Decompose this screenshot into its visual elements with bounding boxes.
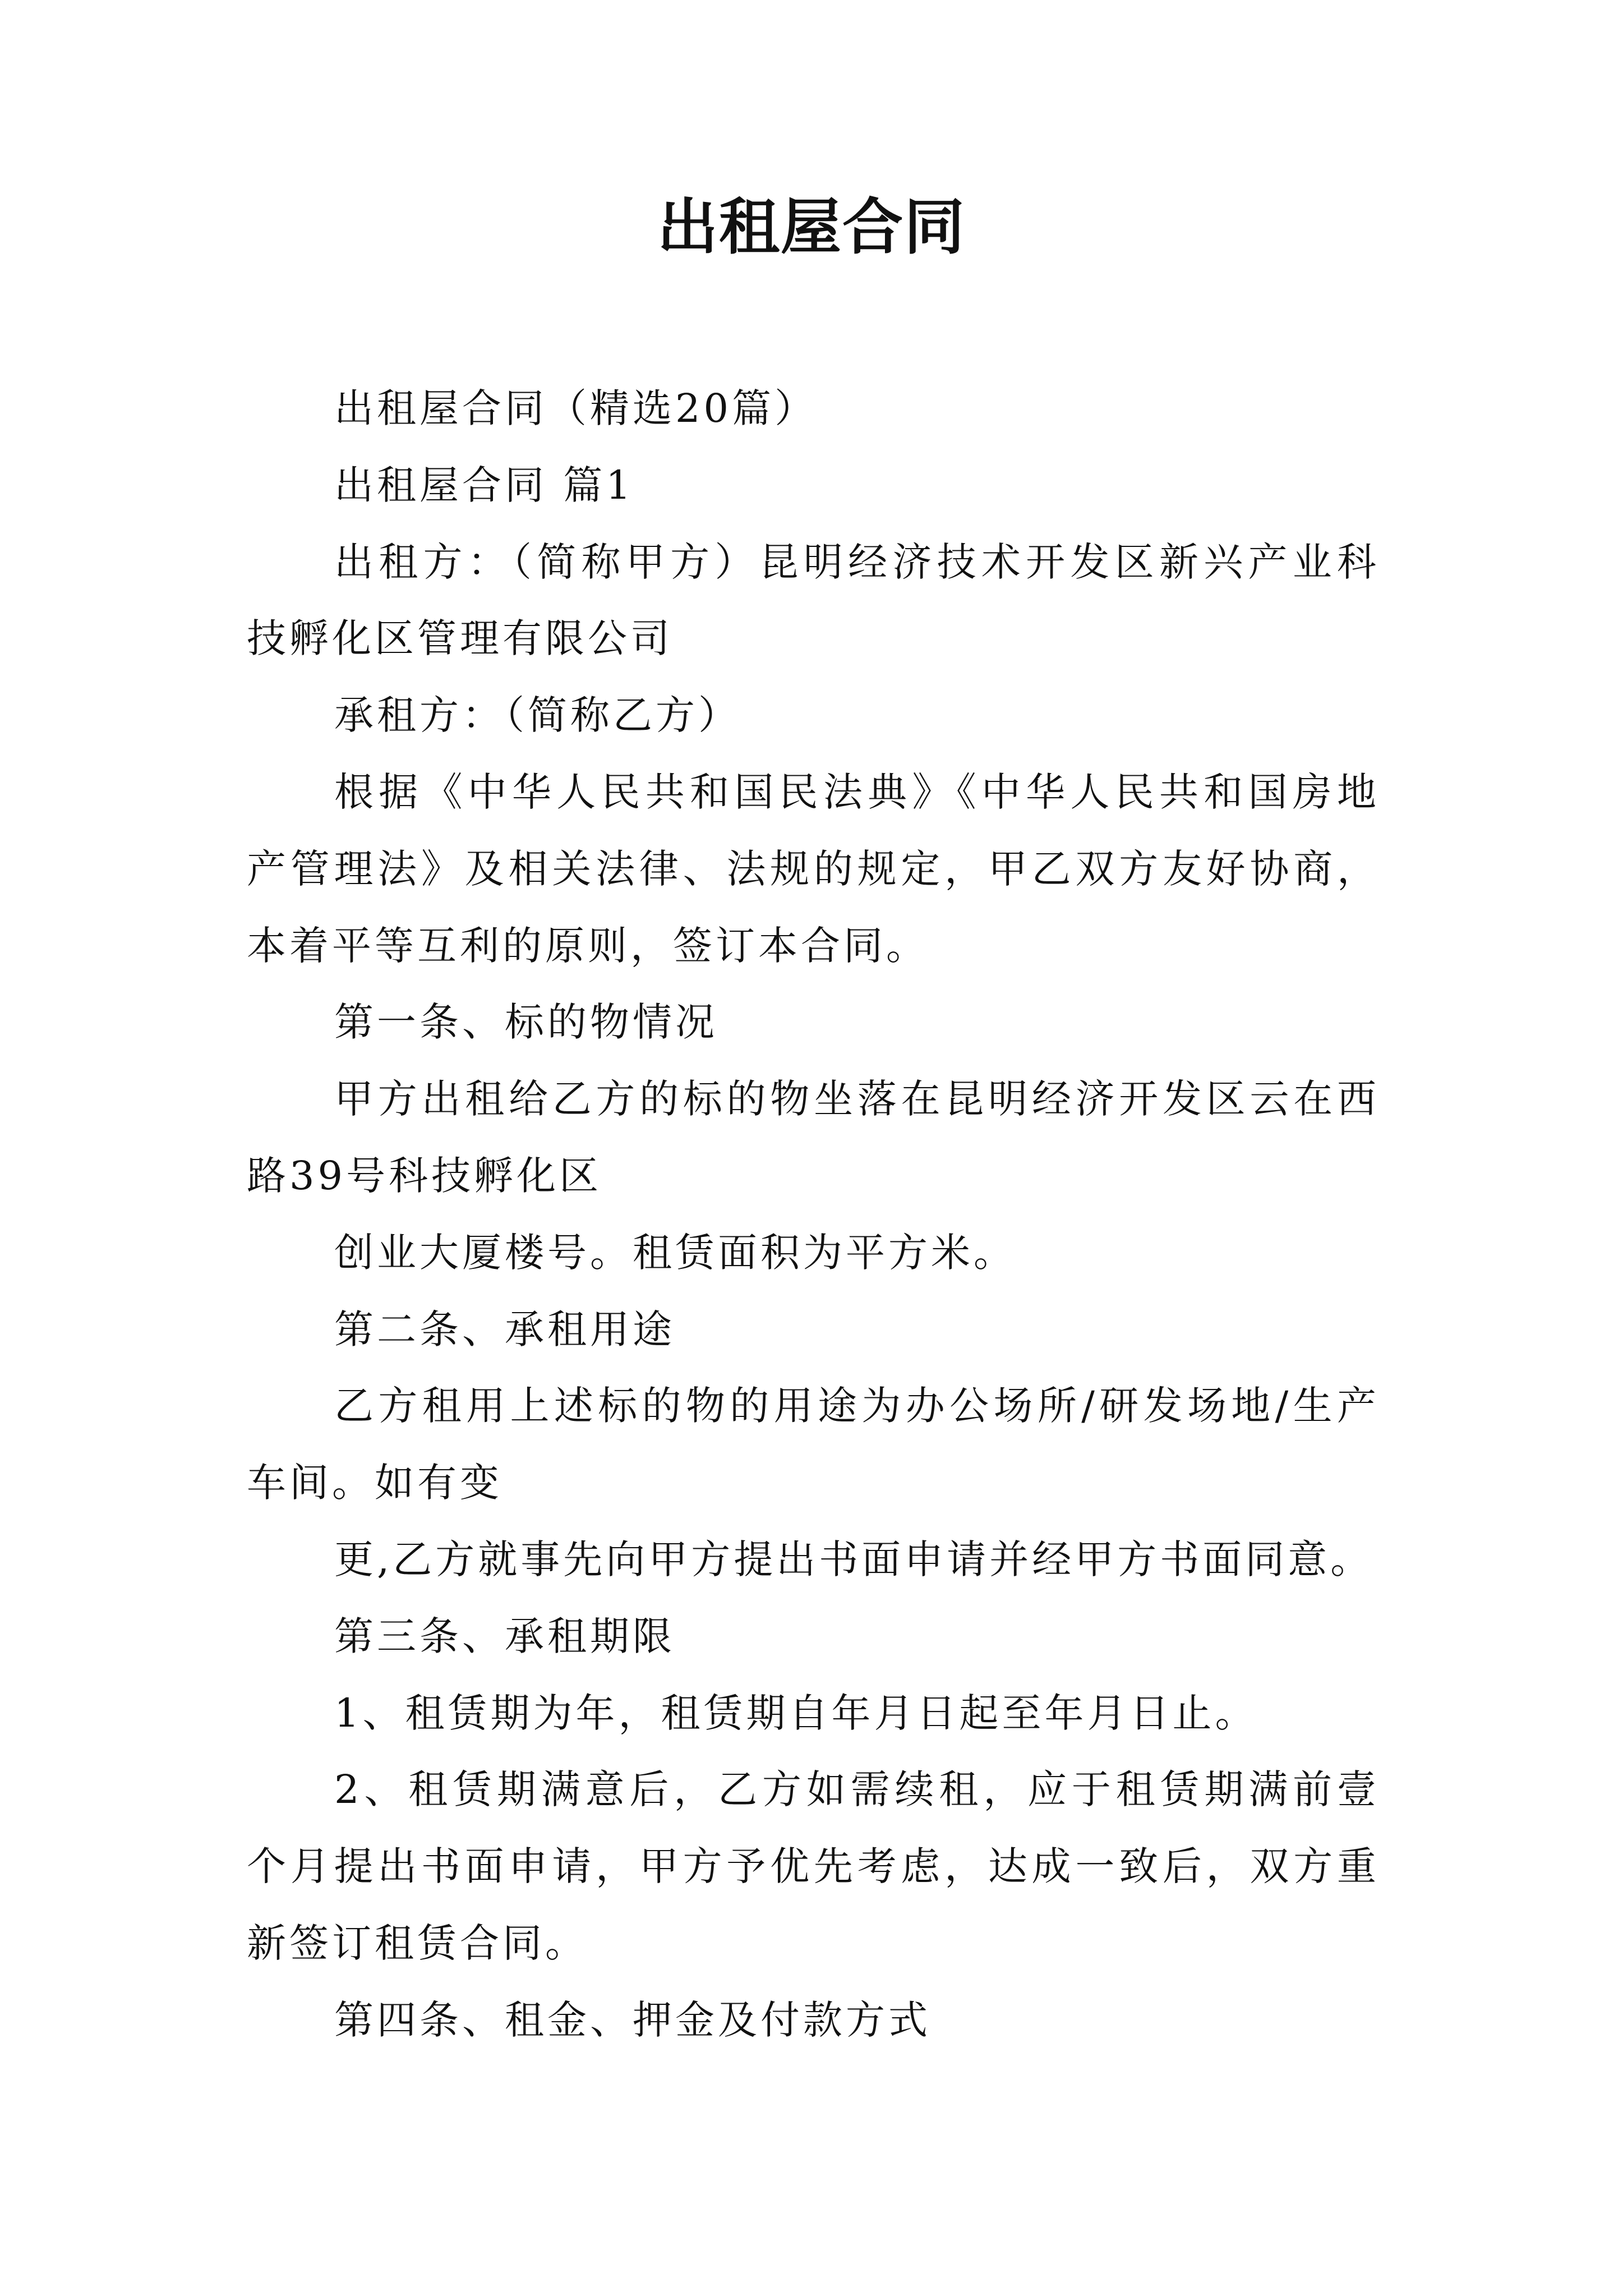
paragraph-article-2-change: 更,乙方就事先向甲方提出书面申请并经甲方书面同意。 bbox=[334, 1536, 1373, 1582]
paragraph-lessor: 出租方：（简称甲方）昆明经济技术开发区新兴产业科技孵化区管理有限公司 bbox=[247, 539, 1380, 662]
paragraph-article-2-purpose: 乙方租用上述标的物的用途为办公场所/研发场地/生产车间。如有变 bbox=[247, 1383, 1380, 1506]
paragraph-article-2-heading: 第二条、承租用途 bbox=[334, 1306, 675, 1352]
document-title: 出租屋合同 bbox=[657, 192, 966, 263]
paragraph-article-1-heading: 第一条、标的物情况 bbox=[334, 999, 718, 1046]
paragraph-lessee: 承租方：（简称乙方） bbox=[334, 692, 741, 739]
document-body bbox=[247, 370, 1380, 2059]
paragraph-preamble: 根据《中华人民共和国民法典》《中华人民共和国房地产管理法》及相关法律、法规的规定，甲乙双方友好协商，本着平等互利的原则，签订本合同。 bbox=[247, 769, 1380, 969]
paragraph-article-4-heading: 第四条、租金、押金及付款方式 bbox=[334, 1996, 931, 2043]
paragraph-article-3-heading: 第三条、承租期限 bbox=[334, 1613, 675, 1659]
paragraph-article-3-term: 1、租赁期为年，租赁期自年月日起至年月日止。 bbox=[334, 1690, 1258, 1736]
paragraph-article-1-area: 创业大厦楼号。租赁面积为平方米。 bbox=[334, 1229, 1016, 1276]
paragraph-article-3-renewal: 2、租赁期满意后，乙方如需续租，应于租赁期满前壹个月提出书面申请，甲方予优先考虑，达成一致后，双方重新签订租赁合同。 bbox=[247, 1766, 1380, 1966]
paragraph-subtitle: 出租屋合同（精选20篇） bbox=[334, 385, 818, 431]
paragraph-section-heading: 出租屋合同 篇1 bbox=[334, 462, 634, 508]
paragraph-article-1-location: 甲方出租给乙方的标的物坐落在昆明经济开发区云在西路39号科技孵化区 bbox=[247, 1076, 1380, 1199]
